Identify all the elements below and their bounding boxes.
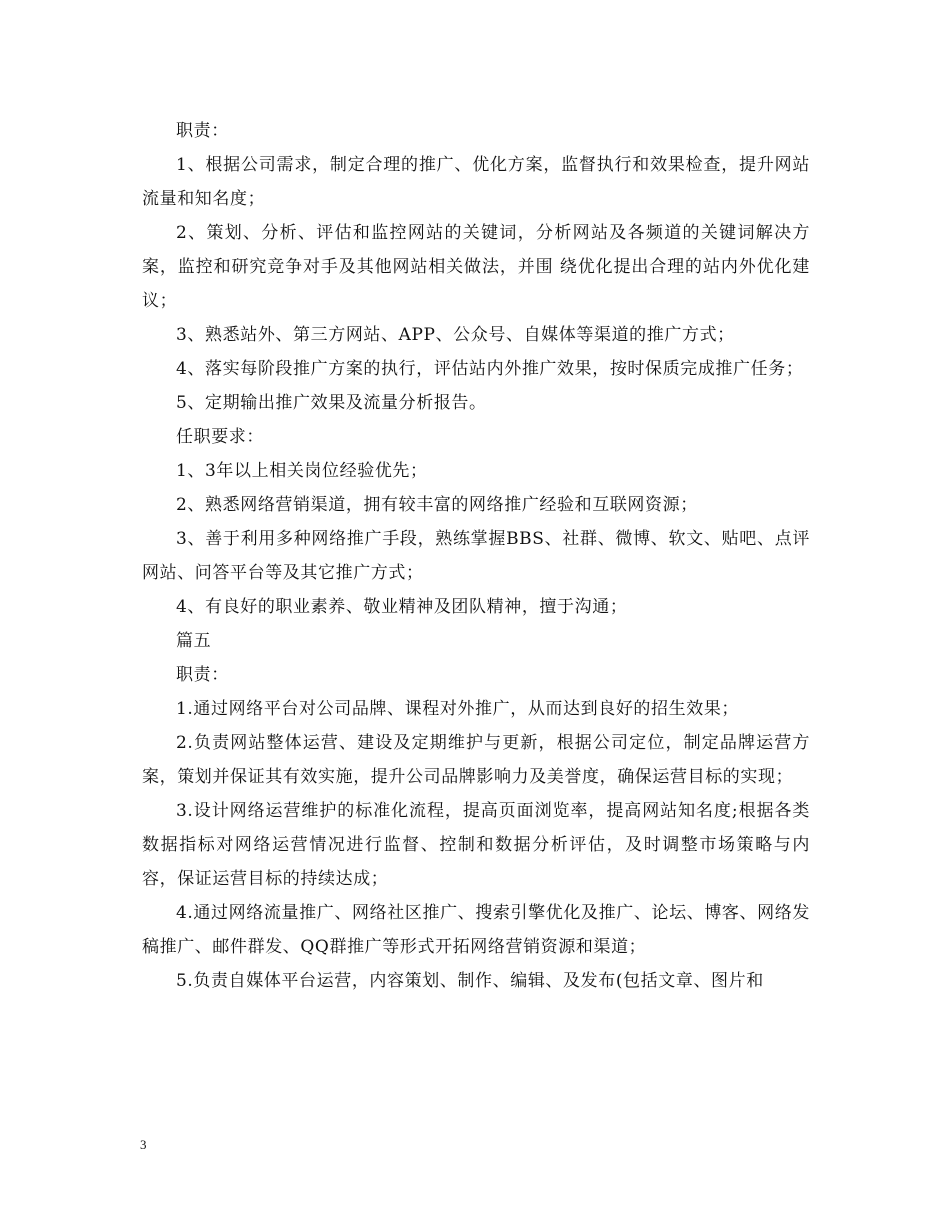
paragraph-item: 4.通过网络流量推广、网络社区推广、搜索引擎优化及推广、论坛、博客、网络发稿推广、邮件群发、QQ群推广等形式开拓网络营销资源和渠道； [142, 903, 810, 957]
document-body [142, 114, 810, 998]
paragraph-item: 4、落实每阶段推广方案的执行，评估站内外推广效果，按时保质完成推广任务； [176, 359, 804, 379]
paragraph-item: 5.负责自媒体平台运营，内容策划、制作、编辑、及发布(包括文章、图片和 [176, 971, 764, 991]
paragraph-item: 5、定期输出推广效果及流量分析报告。 [176, 393, 487, 413]
paragraph-requirements-heading: 任职要求： [176, 427, 264, 447]
paragraph-item: 2、熟悉网络营销渠道，拥有较丰富的网络推广经验和互联网资源； [176, 495, 698, 515]
paragraph-item: 3、善于利用多种网络推广手段，熟练掌握BBS、社群、微博、软文、贴吧、点评网站、问答平台等及其它推广方式； [142, 529, 810, 583]
paragraph-item: 2、策划、分析、评估和监控网站的关键词，分析网站及各频道的关键词解决方案，监控和研究竞争对手及其他网站相关做法，并围 绕优化提出合理的站内外优化建议； [142, 223, 810, 311]
paragraph-responsibilities-heading: 职责： [176, 665, 229, 685]
paragraph-item: 4、有良好的职业素养、敬业精神及团队精神，擅于沟通； [176, 597, 628, 617]
paragraph-item: 2.负责网站整体运营、建设及定期维护与更新，根据公司定位，制定品牌运营方案，策划并保证其有效实施，提升公司品牌影响力及美誉度，确保运营目标的实现； [142, 733, 810, 787]
paragraph-item: 1、根据公司需求，制定合理的推广、优化方案，监督执行和效果检查，提升网站流量和知名度； [142, 155, 810, 209]
paragraph-responsibilities-heading: 职责： [176, 121, 229, 141]
section-heading-part-five: 篇五 [176, 631, 212, 651]
paragraph-item: 3、熟悉站外、第三方网站、APP、公众号、自媒体等渠道的推广方式； [176, 325, 735, 345]
paragraph-item: 3.设计网络运营维护的标准化流程，提高页面浏览率，提高网站知名度;根据各类数据指标对网络运营情况进行监督、控制和数据分析评估，及时调整市场策略与内容，保证运营目标的持续达成； [142, 801, 810, 889]
paragraph-item: 1.通过网络平台对公司品牌、课程对外推广，从而达到良好的招生效果； [176, 699, 740, 719]
page-number: 3 [140, 1137, 147, 1152]
paragraph-item: 1、3年以上相关岗位经验优先； [176, 461, 428, 481]
